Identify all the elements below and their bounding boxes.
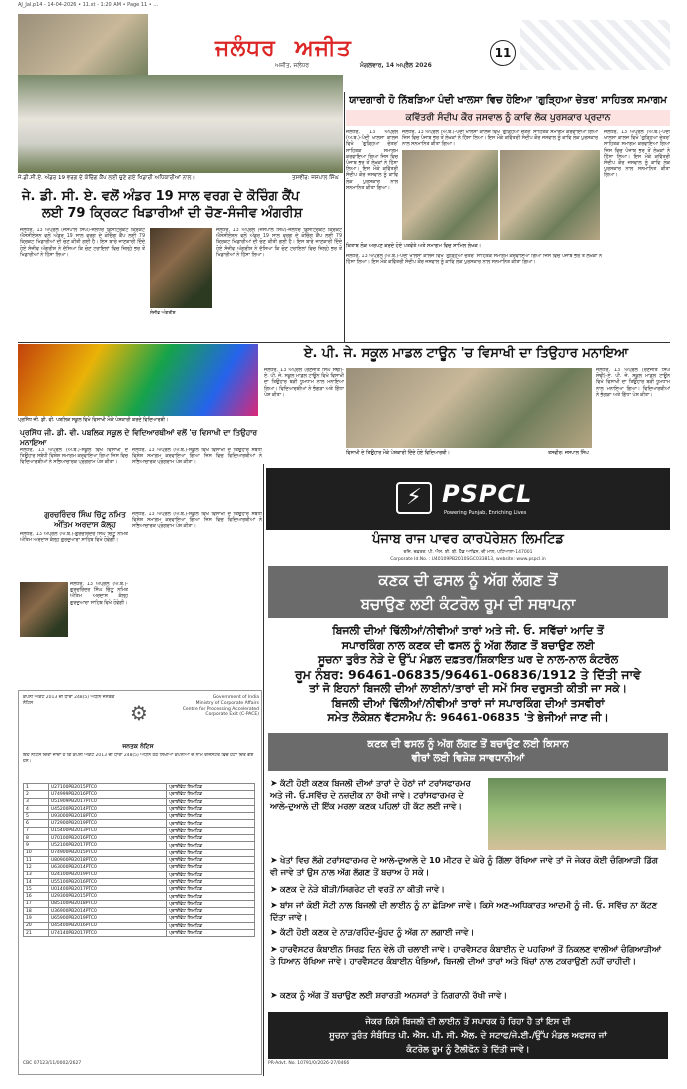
table-row: [24, 798, 255, 805]
table-cell: U74999PB2016PTC0: [48, 791, 166, 798]
table-cell: U45200PB2014PTC0: [48, 805, 166, 812]
table-cell: U93000PB2018PTC0: [48, 813, 166, 820]
table-cell: ਪ੍ਰਾਈਵੇਟ ਲਿਮਟਿਡ: [167, 929, 255, 936]
table-row: [24, 900, 255, 907]
pspcl-body-line6: ਬਿਜਲੀ ਦੀਆਂ ਢਿੱਲੀਆਂ/ਨੀਵੀਆਂ ਤਾਰਾਂ ਜਾਂ ਸਪਾਰਕਿੰਗ ਦੀਆਂ ਤਸਵੀਰਾਂ: [331, 696, 605, 710]
lightning-icon: ⚡: [396, 482, 432, 514]
table-cell: 4: [24, 805, 49, 812]
table-row: [24, 886, 255, 893]
table-row: [24, 805, 255, 812]
notice-intro: ਇਹ ਨੋਟਿਸ ਦਿੱਤਾ ਜਾਂਦਾ ਹੈ ਕਿ ਕੰਪਨੀ ਐਕਟ 2013 ਦੀ ਧਾਰਾ 248(5) ਅਧੀਨ ਹੇਠ ਲਿਖੀਆਂ ਕੰਪਨੀਆਂ ਦੇ ਨਾਮ ਰਜਿਸਟਰ ਵਿਚੋਂ ਹਟਾ ਦਿੱਤੇ ਗਏ ਹਨ।: [23, 753, 254, 764]
table-row: [24, 835, 255, 842]
table-row: [24, 915, 255, 922]
sahitik-body-col4: ਜਲੰਧਰ, 13 ਅਪ੍ਰੈਲ (ਅ.ਬ.)-ਪੰਦੀ ਖਾਲਸਾ ਕਾਲਜ ਵਿਖੇ 'ਗੁੜ੍ਹਿਆ ਚੇਤਰ' ਸਾਹਿਤਕ ਸਮਾਗਮ ਕਰਵਾਇਆ ਗਿਆ ਜਿਸ ਵਿਚ ਪੰਜਾਬ ਭਰ ਤੋਂ ਲੇਖਕਾਂ ਨੇ ਹਿੱਸਾ ਲਿਆ। ਇਸ ਮੌਕੇ ਕਵਿੱਤਰੀ ਸੰਦੀਪ ਕੌਰ ਜਸਵਾਲ ਨੂੰ ਕਾਵਿ ਲੋਕ ਪੁਰਸਕਾਰ ਨਾਲ ਸਨਮਾਨਿਤ ਕੀਤਾ ਗਿਆ।: [346, 254, 602, 266]
table-cell: ਪ੍ਰਾਈਵੇਟ ਲਿਮਟਿਡ: [167, 827, 255, 834]
table-cell: U24100PB2019PTC0: [48, 871, 166, 878]
bullet-arrow-icon: ➤: [270, 901, 278, 911]
table-cell: 3: [24, 798, 49, 805]
table-row: [24, 922, 255, 929]
table-row: [24, 864, 255, 871]
pspcl-brand: PSPCL: [442, 480, 533, 508]
table-cell: 17: [24, 900, 49, 907]
table-cell: ਪ੍ਰਾਈਵੇਟ ਲਿਮਟਿਡ: [167, 791, 255, 798]
tip-4: [270, 900, 666, 923]
pspcl-sub-banner-line1: ਕਣਕ ਦੀ ਫਸਲ ਨੂੰ ਅੱਗ ਲੱਗਣ ਤੋਂ ਬਚਾਉਣ ਲਈ ਕਿਸਾਨ: [367, 739, 569, 750]
bullet-arrow-icon: ➤: [270, 779, 278, 789]
table-cell: ਪ੍ਰਾਈਵੇਟ ਲਿਮਟਿਡ: [167, 871, 255, 878]
table-cell: U63000PB2014PTC0: [48, 864, 166, 871]
pspcl-body-line2: ਸਪਾਰਕਿੰਗ ਨਾਲ ਕਣਕ ਦੀ ਫਸਲ ਨੂੰ ਅੱਗ ਲੱਗਣ ਤੋਂ ਬਚਾਉਣ ਲਈ: [341, 638, 595, 652]
table-cell: 1: [24, 784, 49, 791]
pspcl-body-line3: ਸੂਚਨਾ ਤੁਰੰਤ ਨੇੜੇ ਦੇ ਉੱਪ ਮੰਡਲ ਦਫ਼ਤਰ/ਸ਼ਿਕਾਇਤ ਘਰ ਦੇ ਨਾਲ-ਨਾਲ ਕੰਟਰੋਲ: [317, 653, 619, 666]
pspcl-name: ਪੰਜਾਬ ਰਾਜ ਪਾਵਰ ਕਾਰਪੋਰੇਸ਼ਨ ਲਿਮਟਿਡ: [372, 532, 564, 547]
table-row: [24, 878, 255, 885]
row-rule: [18, 342, 670, 343]
tip-6: [270, 944, 666, 967]
column-rule: [263, 464, 264, 1076]
table-row: [24, 842, 255, 849]
sahitik-subhead-band: [346, 110, 670, 126]
cricket-photo-credit: ਤਸਵੀਰ: ਜਸਪਾਲ ਸਿੰਘ: [292, 175, 339, 181]
table-cell: U70100PB2016PTC0: [48, 835, 166, 842]
table-cell: ਪ੍ਰਾਈਵੇਟ ਲਿਮਟਿਡ: [167, 886, 255, 893]
tip-1: [270, 778, 480, 812]
table-cell: U52100PB2017PTC0: [48, 842, 166, 849]
sahitik-photo-1: [402, 150, 498, 240]
bullet-arrow-icon: ➤: [270, 991, 278, 1001]
cricket-headline-line2: ਲਈ 79 ਕ੍ਰਿਕਟ ਖਿਡਾਰੀਆਂ ਦੀ ਚੋਣ-ਸੰਜੀਵ ਅੰਗਰੀਸ਼: [42, 206, 303, 221]
tip-5: [270, 927, 666, 939]
table-cell: U74140PB2017PTC0: [48, 929, 166, 936]
notice-table: [23, 783, 255, 937]
table-cell: 18: [24, 908, 49, 915]
misc-body-col: ਜਲੰਧਰ, 13 ਅਪ੍ਰੈਲ (ਅ.ਬ.)-ਸਕੂਲ ਵਿਖੇ ਵਿਸਾਖੀ ਦੇ ਤਿਉਹਾਰ ਸਬੰਧੀ ਵਿਸ਼ੇਸ਼ ਸਮਾਗਮ ਕਰਵਾਇਆ ਗਿਆ ਜਿਸ ਵਿਚ ਵਿਦਿਆਰਥੀਆਂ ਨੇ ਸਭਿਆਚਾਰਕ ਪ੍ਰੋਗਰਾਮ ਪੇਸ਼ ਕੀਤਾ।: [132, 512, 262, 530]
bhangra-caption: ਪ੍ਰਸਿੱਧ ਜੀ. ਡੀ. ਵੀ. ਪਬਲਿਕ ਸਕੂਲ ਵਿਖੇ ਵਿਸਾਖੀ ਮੌਕੇ ਪੇਸ਼ਕਾਰੀ ਕਰਦੇ ਵਿਦਿਆਰਥੀ।: [18, 418, 169, 423]
apj-body-col2: ਜਲੰਧਰ, 13 ਅਪ੍ਰੈਲ (ਰਣਜੀਤ ਸਿੰਘ ਸੋਢੀ)-ਏ. ਪੀ. ਜੇ. ਸਕੂਲ ਮਾਡਲ ਟਾਊਨ ਵਿਖੇ ਵਿਸਾਖੀ ਦਾ ਤਿਉਹਾਰ ਬੜੀ ਧੂਮਧਾਮ ਨਾਲ ਮਨਾਇਆ ਗਿਆ। ਵਿਦਿਆਰਥੀਆਂ ਨੇ ਭੰਗੜਾ ਅਤੇ ਗਿੱਧਾ ਪੇਸ਼ ਕੀਤਾ।: [596, 368, 670, 398]
notice-header-left: ਕੰਪਨੀ ਐਕਟ 2013 ਦੀ ਧਾਰਾ 248(5) ਅਧੀਨ ਜਨਤਕ ਨੋਟਿਸ: [23, 695, 115, 706]
table-cell: 20: [24, 922, 49, 929]
table-cell: 7: [24, 827, 49, 834]
table-cell: U15400PB2013PTC0: [48, 827, 166, 834]
bhangra-body-col2: ਜਲੰਧਰ, 13 ਅਪ੍ਰੈਲ (ਅ.ਬ.)-ਸਕੂਲ ਵਿਖੇ ਵਿਸਾਖੀ ਦੇ ਤਿਉਹਾਰ ਸਬੰਧੀ ਵਿਸ਼ੇਸ਼ ਸਮਾਗਮ ਕਰਵਾਇਆ ਗਿਆ ਜਿਸ ਵਿਚ ਵਿਦਿਆਰਥੀਆਂ ਨੇ ਸਭਿਆਚਾਰਕ ਪ੍ਰੋਗਰਾਮ ਪੇਸ਼ ਕੀਤਾ।: [132, 448, 262, 466]
pspcl-banner-line2: ਬਚਾਉਣ ਲਈ ਕੰਟਰੋਲ ਰੂਮ ਦੀ ਸਥਾਪਨਾ: [360, 595, 576, 613]
table-cell: ਪ੍ਰਾਈਵੇਟ ਲਿਮਟਿਡ: [167, 915, 255, 922]
pspcl-body-line5: ਤਾਂ ਜੋ ਇਹਨਾਂ ਬਿਜਲੀ ਦੀਆਂ ਲਾਈਨਾਂ/ਤਾਰਾਂ ਦੀ ਸਮੇਂ ਸਿਰ ਦਰੁਸਤੀ ਕੀਤੀ ਜਾ ਸਕੇ।: [309, 682, 627, 695]
bullet-arrow-icon: ➤: [270, 928, 278, 938]
bhangra-headline: ਪ੍ਰਸਿੱਧ ਜੀ. ਡੀ. ਵੀ. ਪਬਲਿਕ ਸਕੂਲ ਦੇ ਵਿਦਿਆਰਥੀਆਂ ਵਲੋਂ 'ਚ ਵਿਸਾਖੀ ਦਾ ਤਿਉਹਾਰ ਮਨਾਇਆ: [20, 428, 258, 447]
table-row: [24, 849, 255, 856]
table-cell: U51909PB2017PTC0: [48, 798, 166, 805]
table-cell: 11: [24, 856, 49, 863]
masthead-sub: ਅਜੀਤ, ਜਲੰਧਰ: [275, 62, 310, 69]
wheat-field-transformer-photo: [488, 778, 666, 850]
cricket-body-col2: ਜਲੰਧਰ, 13 ਅਪ੍ਰੈਲ (ਜਸਪਾਲ ਸਿੰਘ)-ਜਲੰਧਰ ਡਿਸਟ੍ਰਿਕਟ ਕ੍ਰਿਕਟ ਐਸੋਸੀਏਸ਼ਨ ਵਲੋਂ ਅੰਡਰ 19 ਸਾਲ ਵਰਗ ਦੇ ਕੋਚਿੰਗ ਕੈਂਪ ਲਈ 79 ਕ੍ਰਿਕਟ ਖਿਡਾਰੀਆਂ ਦੀ ਚੋਣ ਕੀਤੀ ਗਈ ਹੈ। ਇਸ ਬਾਰੇ ਜਾਣਕਾਰੀ ਦਿੰਦੇ ਹੋਏ ਸੰਜੀਵ ਅੰਗਰੀਸ਼ ਨੇ ਦੱਸਿਆ ਕਿ ਚੋਣ ਟਰਾਇਲਾਂ ਵਿਚ ਜ਼ਿਲ੍ਹੇ ਭਰ ਤੋਂ ਖਿਡਾਰੀਆਂ ਨੇ ਹਿੱਸਾ ਲਿਆ।: [216, 228, 342, 258]
tip-text: ਹਾਰਵੈਸਟਰ ਕੰਬਾਈਨ ਸਿਰਫ਼ ਦਿਨ ਵੇਲੇ ਹੀ ਚਲਾਈ ਜਾਵੇ। ਹਾਰਵੈਸਟਰ ਕੰਬਾਈਨ ਦੇ ਪਹਰਿਆਂ ਤੋਂ ਨਿਕਲਣ ਵਾਲੀਆਂ ਚੰਗਿਆੜੀਆਂ ਤੇ ਧਿਆਨ ਰੱਖਿਆ ਜਾਵੇ। ਹਾਰਵੈਸਟਰ ਕੰਬਾਈਨ ਖੰਭਿਆਂ, ਬਿਜਲੀ ਦੀਆਂ ਤਾਰਾਂ ਅਤੇ ਖਿੱਚਾਂ ਨਾਲ ਟਕਰਾਉਣੀ ਨਹੀਂ ਚਾਹੀਦੀ।: [270, 944, 661, 966]
cricket-photo-caption: ਜੇ.ਡੀ.ਸੀ.ਏ. ਅੰਡਰ 19 ਵਰਗ ਦੇ ਕੋਚਿੰਗ ਕੈਂਪ ਲਈ ਚੁਣੇ ਗਏ ਖਿਡਾਰੀ ਅਧਿਕਾਰੀਆਂ ਨਾਲ।: [18, 175, 196, 181]
cricket-headline: [22, 188, 342, 222]
bullet-arrow-icon: ➤: [270, 945, 278, 955]
cricket-headline-line1: ਜੇ. ਡੀ. ਸੀ. ਏ. ਵਲੋਂ ਅੰਡਰ 19 ਸਾਲ ਵਰਗ ਦੇ ਕੋਚਿੰਗ ਕੈਂਪ: [22, 189, 300, 204]
table-row: [24, 856, 255, 863]
notice-header-right: Government of India Ministry of Corporate Affairs Centre for Processing Accelerated Corporate Exit (C-PACE): [182, 695, 259, 718]
table-cell: U85100PB2018PTC0: [48, 900, 166, 907]
obit-headline: [30, 510, 140, 530]
pspcl-ad-ref: PR-Advt. No. 10791/0/2026-27/0466: [268, 1061, 350, 1066]
table-row: [24, 893, 255, 900]
masthead-date: ਮੰਗਲਵਾਰ, 14 ਅਪ੍ਰੈਲ 2026: [360, 62, 432, 69]
apj-photo: [346, 368, 592, 448]
obit-body-col2: ਜਲੰਧਰ, 13 ਅਪ੍ਰੈਲ (ਅ.ਬ.)-ਗੁਰਚਰਿੰਦਰ ਸਿੰਘ ਚਿੱਟੂ ਨਮਿਤ ਅੰਤਿਮ ਅਰਦਾਸ ਕੱਲ੍ਹ ਗੁਰਦੁਆਰਾ ਸਾਹਿਬ ਵਿਖੇ ਹੋਵੇਗੀ।: [70, 582, 128, 606]
cricket-body-col1: ਜਲੰਧਰ, 13 ਅਪ੍ਰੈਲ (ਜਸਪਾਲ ਸਿੰਘ)-ਜਲੰਧਰ ਡਿਸਟ੍ਰਿਕਟ ਕ੍ਰਿਕਟ ਐਸੋਸੀਏਸ਼ਨ ਵਲੋਂ ਅੰਡਰ 19 ਸਾਲ ਵਰਗ ਦੇ ਕੋਚਿੰਗ ਕੈਂਪ ਲਈ 79 ਕ੍ਰਿਕਟ ਖਿਡਾਰੀਆਂ ਦੀ ਚੋਣ ਕੀਤੀ ਗਈ ਹੈ। ਇਸ ਬਾਰੇ ਜਾਣਕਾਰੀ ਦਿੰਦੇ ਹੋਏ ਸੰਜੀਵ ਅੰਗਰੀਸ਼ ਨੇ ਦੱਸਿਆ ਕਿ ਚੋਣ ਟਰਾਇਲਾਂ ਵਿਚ ਜ਼ਿਲ੍ਹੇ ਭਰ ਤੋਂ ਖਿਡਾਰੀਆਂ ਨੇ ਹਿੱਸਾ ਲਿਆ।: [20, 228, 145, 258]
masthead-logo: [215, 36, 352, 61]
pspcl-corp-id: Corporate Id.No. : U40109PB2010SGC033813, website: www.pspcl.in: [390, 557, 546, 562]
table-cell: 15: [24, 886, 49, 893]
table-cell: ਪ੍ਰਾਈਵੇਟ ਲਿਮਟਿਡ: [167, 878, 255, 885]
pspcl-logo-band: [266, 468, 670, 530]
pspcl-footer-line2: ਸੂਚਨਾ ਤੁਰੰਤ ਸੰਬੰਧਿਤ ਪੀ. ਐਸ. ਪੀ. ਸੀ. ਐਲ. ਦੇ ਸਟਾਫ/ਜੇ.ਈ./ਉੱਪ ਮੰਡਲ ਅਫਸਰ ਜਾਂ: [329, 1031, 607, 1041]
table-cell: ਪ੍ਰਾਈਵੇਟ ਲਿਮਟਿਡ: [167, 842, 255, 849]
obit-body-col1: ਜਲੰਧਰ, 13 ਅਪ੍ਰੈਲ (ਅ.ਬ.)-ਗੁਰਚਰਿੰਦਰ ਸਿੰਘ ਚਿੱਟੂ ਨਮਿਤ ਅੰਤਿਮ ਅਰਦਾਸ ਕੱਲ੍ਹ ਗੁਰਦੁਆਰਾ ਸਾਹਿਬ ਵਿਖੇ ਹੋਵੇਗੀ।: [20, 532, 128, 544]
tip-text: ਕੱਟੀ ਹੋਈ ਕਣਕ ਬਿਜਲੀ ਦੀਆਂ ਤਾਰਾਂ ਦੇ ਹੇਠਾਂ ਜਾਂ ਟਰਾਂਸਫਾਰਮਰ ਅਤੇ ਜੀ. ਓ.ਸਵਿੱਚ ਦੇ ਨਜ਼ਦੀਕ ਨਾ ਰੱਖੀ ਜਾਵੇ। ਟਰਾਂਸਫਾਰਮਰ ਦੇ ਆਲੇ-ਦੁਆਲੇ ਦੀ ਇੱਕ ਮਰਲਾ ਕਣਕ ਪਹਿਲਾਂ ਹੀ ਕੱਟ ਲਈ ਜਾਵੇ।: [270, 778, 471, 811]
apj-photo-credit: ਤਸਵੀਰ: ਜਸਪਾਲ ਸਿੰਘ: [548, 451, 589, 456]
notice-title: ਜਨਤਕ ਨੋਟਿਸ: [122, 743, 154, 750]
table-cell: 5: [24, 813, 49, 820]
apj-body-col1: ਜਲੰਧਰ, 13 ਅਪ੍ਰੈਲ (ਰਣਜੀਤ ਸਿੰਘ ਸੋਢੀ)-ਏ. ਪੀ. ਜੇ. ਸਕੂਲ ਮਾਡਲ ਟਾਊਨ ਵਿਖੇ ਵਿਸਾਖੀ ਦਾ ਤਿਉਹਾਰ ਬੜੀ ਧੂਮਧਾਮ ਨਾਲ ਮਨਾਇਆ ਗਿਆ। ਵਿਦਿਆਰਥੀਆਂ ਨੇ ਭੰਗੜਾ ਅਤੇ ਗਿੱਧਾ ਪੇਸ਼ ਕੀਤਾ।: [264, 368, 344, 398]
obit-headline-line2: ਅੰਤਿਮ ਅਰਦਾਸ ਕੱਲ੍ਹ: [54, 520, 116, 529]
table-cell: U72900PB2019PTC0: [48, 820, 166, 827]
table-cell: ਪ੍ਰਾਈਵੇਟ ਲਿਮਟਿਡ: [167, 784, 255, 791]
table-row: [24, 929, 255, 936]
sahitik-subheadline: ਕਵਿੱਤਰੀ ਸੰਦੀਪ ਕੌਰ ਜਸਵਾਲ ਨੂੰ ਕਾਵਿ ਲੋਕ ਪੁਰਸਕਾਰ ਪ੍ਰਦਾਨ: [405, 113, 611, 123]
sahitik-body-col1: ਜਲੰਧਰ, 13 ਅਪ੍ਰੈਲ (ਅ.ਬ.)-ਪੰਦੀ ਖਾਲਸਾ ਕਾਲਜ ਵਿਖੇ 'ਗੁੜ੍ਹਿਆ ਚੇਤਰ' ਸਾਹਿਤਕ ਸਮਾਗਮ ਕਰਵਾਇਆ ਗਿਆ ਜਿਸ ਵਿਚ ਪੰਜਾਬ ਭਰ ਤੋਂ ਲੇਖਕਾਂ ਨੇ ਹਿੱਸਾ ਲਿਆ। ਇਸ ਮੌਕੇ ਕਵਿੱਤਰੀ ਸੰਦੀਪ ਕੌਰ ਜਸਵਾਲ ਨੂੰ ਕਾਵਿ ਲੋਕ ਪੁਰਸਕਾਰ ਨਾਲ ਸਨਮਾਨਿਤ ਕੀਤਾ ਗਿਆ।: [346, 130, 398, 191]
masthead-title-left: ਜਲੰਧਰ: [215, 36, 276, 61]
notice-footer: CBC 07123/11/0002/2627: [23, 1061, 82, 1066]
table-row: [24, 813, 255, 820]
govt-notice: [18, 690, 262, 1075]
table-row: [24, 827, 255, 834]
table-row: [24, 908, 255, 915]
pspcl-footer-line1: ਜੇਕਰ ਕਿਸੇ ਬਿਜਲੀ ਦੀ ਲਾਈਨ ਤੋਂ ਸਪਾਰਕ ਹੋ ਰਿਹਾ ਹੈ ਤਾਂ ਇਸ ਦੀ: [365, 1017, 571, 1027]
table-cell: U29300PB2015PTC0: [48, 893, 166, 900]
table-cell: ਪ੍ਰਾਈਵੇਟ ਲਿਮਟਿਡ: [167, 900, 255, 907]
bhangra-photo: [18, 344, 258, 416]
sahitik-photo-caption: ਕਿਤਾਬ ਲੋਕ ਅਰਪਣ ਕਰਦੇ ਹੋਏ ਪਤਵੰਤੇ ਅਤੇ ਸਮਾਗਮ ਵਿਚ ਸ਼ਾਮਿਲ ਲੇਖਕ।: [346, 243, 482, 249]
table-cell: 14: [24, 878, 49, 885]
table-cell: 6: [24, 820, 49, 827]
pspcl-tagline: Powering Punjab, Enriching Lives: [444, 510, 527, 516]
table-cell: ਪ੍ਰਾਈਵੇਟ ਲਿਮਟਿਡ: [167, 922, 255, 929]
cricket-team-photo: [18, 75, 343, 173]
obit-headline-line1: ਗੁਰਚਰਿੰਦਰ ਸਿੰਘ ਚਿੱਟੂ ਨਮਿਤ: [44, 510, 126, 519]
pspcl-banner: [268, 566, 668, 618]
tip-2: [270, 855, 666, 878]
decorative-pattern: [520, 20, 670, 70]
table-cell: U55100PB2016PTC0: [48, 878, 166, 885]
bullet-arrow-icon: ➤: [270, 885, 278, 895]
notice-table-wrap: [23, 783, 255, 937]
table-cell: 21: [24, 929, 49, 936]
table-cell: ਪ੍ਰਾਈਵੇਟ ਲਿਮਟਿਡ: [167, 908, 255, 915]
table-cell: 10: [24, 849, 49, 856]
pspcl-body-line7: ਸਮੇਤ ਲੋਕੇਸ਼ਨ ਵੱਟਸਐਪ ਨੰ: 96461-06835 'ਤੇ ਭੇਜੀਆਂ ਜਾਣ ਜੀ।: [327, 711, 609, 724]
table-cell: U74900PB2015PTC0: [48, 849, 166, 856]
table-cell: ਪ੍ਰਾਈਵੇਟ ਲਿਮਟਿਡ: [167, 864, 255, 871]
pspcl-footer-line3: ਕੰਟਰੋਲ ਰੂਮ ਨੂੰ ਟੈਲੀਫੋਨ ਤੇ ਦਿੱਤੀ ਜਾਵੇ।: [406, 1045, 530, 1055]
bullet-arrow-icon: ➤: [270, 856, 278, 866]
emblem-icon: ⚙: [130, 701, 148, 725]
apj-photo-caption: ਵਿਸਾਖੀ ਦੇ ਤਿਉਹਾਰ ਮੌਕੇ ਪੇਸ਼ਕਾਰੀ ਦਿੰਦੇ ਹੋਏ ਵਿਦਿਆਰਥੀ।: [346, 451, 450, 456]
table-cell: 16: [24, 893, 49, 900]
sahitik-headline: ਯਾਦਗਾਰੀ ਹੋ ਨਿੱਬੜਿਆ ਪੰਦੀ ਖਾਲਸਾ ਵਿਚ ਹੋਇਆ 'ਗੁੜ੍ਹਿਆ ਚੇਤਰ' ਸਾਹਿਤਕ ਸਮਾਗਮ: [349, 95, 667, 106]
sahitik-body-col3: ਜਲੰਧਰ, 13 ਅਪ੍ਰੈਲ (ਅ.ਬ.)-ਪੰਦੀ ਖਾਲਸਾ ਕਾਲਜ ਵਿਖੇ 'ਗੁੜ੍ਹਿਆ ਚੇਤਰ' ਸਾਹਿਤਕ ਸਮਾਗਮ ਕਰਵਾਇਆ ਗਿਆ ਜਿਸ ਵਿਚ ਪੰਜਾਬ ਭਰ ਤੋਂ ਲੇਖਕਾਂ ਨੇ ਹਿੱਸਾ ਲਿਆ। ਇਸ ਮੌਕੇ ਕਵਿੱਤਰੀ ਸੰਦੀਪ ਕੌਰ ਜਸਵਾਲ ਨੂੰ ਕਾਵਿ ਲੋਕ ਪੁਰਸਕਾਰ ਨਾਲ ਸਨਮਾਨਿਤ ਕੀਤਾ ਗਿਆ।: [604, 130, 670, 179]
table-row: [24, 871, 255, 878]
print-slug: AJ_Jal.p14 - 14-04-2026 • 11.xt - 1:20 AM • Page 11 • ...: [18, 2, 159, 8]
pspcl-body-line4: ਰੂਮ ਨੰਬਰ: 96461-06835/96461-06836/1912 ਤੇ ਦਿੱਤੀ ਜਾਵੇ: [295, 666, 641, 682]
obit-portrait: [20, 582, 68, 637]
sahitik-body-col2: ਜਲੰਧਰ, 13 ਅਪ੍ਰੈਲ (ਅ.ਬ.)-ਪੰਦੀ ਖਾਲਸਾ ਕਾਲਜ ਵਿਖੇ 'ਗੁੜ੍ਹਿਆ ਚੇਤਰ' ਸਾਹਿਤਕ ਸਮਾਗਮ ਕਰਵਾਇਆ ਗਿਆ ਜਿਸ ਵਿਚ ਪੰਜਾਬ ਭਰ ਤੋਂ ਲੇਖਕਾਂ ਨੇ ਹਿੱਸਾ ਲਿਆ। ਇਸ ਮੌਕੇ ਕਵਿੱਤਰੀ ਸੰਦੀਪ ਕੌਰ ਜਸਵਾਲ ਨੂੰ ਕਾਵਿ ਲੋਕ ਪੁਰਸਕਾਰ ਨਾਲ ਸਨਮਾਨਿਤ ਕੀਤਾ ਗਿਆ।: [402, 130, 598, 148]
portrait-photo: [150, 228, 212, 308]
pspcl-banner-line1: ਕਣਕ ਦੀ ਫਸਲ ਨੂੰ ਅੱਗ ਲੱਗਣ ਤੋਂ: [378, 571, 558, 589]
tip-text: ਕਣਕ ਨੂੰ ਅੱਗ ਤੋਂ ਬਚਾਉਣ ਲਈ ਸ਼ਰਾਰਤੀ ਅਨਸਰਾਂ ਤੇ ਨਿਗਰਾਨੀ ਰੱਖੀ ਜਾਵੇ।: [280, 990, 507, 1000]
page-number: 11: [494, 46, 512, 60]
table-cell: 13: [24, 871, 49, 878]
table-cell: ਪ੍ਰਾਈਵੇਟ ਲਿਮਟਿਡ: [167, 820, 255, 827]
table-cell: 12: [24, 864, 49, 871]
table-cell: ਪ੍ਰਾਈਵੇਟ ਲਿਮਟਿਡ: [167, 856, 255, 863]
portrait-caption: ਸੰਜੀਵ ਅੰਗਰੀਸ਼: [150, 311, 176, 316]
table-cell: 2: [24, 791, 49, 798]
column-rule: [344, 92, 345, 342]
table-cell: 8: [24, 835, 49, 842]
table-cell: ਪ੍ਰਾਈਵੇਟ ਲਿਮਟਿਡ: [167, 813, 255, 820]
tip-text: ਬਾਂਸ ਜਾਂ ਕੋਈ ਸੋਟੀ ਨਾਲ ਬਿਜਲੀ ਦੀ ਲਾਈਨ ਨੂੰ ਨਾ ਛੇੜਿਆ ਜਾਵੇ। ਕਿਸੇ ਅਣ-ਅਧਿਕਾਰਤ ਆਦਮੀ ਨੂੰ ਜੀ. ਓ. ਸਵਿੱਚ ਨਾ ਕੱਟਣ ਦਿੱਤਾ ਜਾਵੇ।: [270, 900, 658, 922]
table-row: [24, 791, 255, 798]
table-cell: ਪ੍ਰਾਈਵੇਟ ਲਿਮਟਿਡ: [167, 893, 255, 900]
sahitik-photo-2: [500, 150, 600, 240]
table-cell: ਪ੍ਰਾਈਵੇਟ ਲਿਮਟਿਡ: [167, 849, 255, 856]
table-cell: ਪ੍ਰਾਈਵੇਟ ਲਿਮਟਿਡ: [167, 798, 255, 805]
table-cell: U01400PB2017PTC0: [48, 886, 166, 893]
tip-text: ਕੱਟੀ ਹੋਈ ਕਣਕ ਦੇ ਨਾੜ/ਰਹਿੰਦ-ਖੂੰਹਦ ਨੂੰ ਅੱਗ ਨਾ ਲਗਾਈ ਜਾਵੇ।: [280, 927, 475, 937]
page-number-badge: [490, 40, 516, 66]
table-row: [24, 820, 255, 827]
pspcl-sub-banner: [268, 733, 668, 771]
table-cell: U45400PB2016PTC0: [48, 922, 166, 929]
pspcl-sub-banner-line2: ਵੀਰਾਂ ਲਈ ਵਿਸ਼ੇਸ਼ ਸਾਵਧਾਨੀਆਂ: [411, 753, 525, 764]
table-cell: U36900PB2014PTC0: [48, 908, 166, 915]
table-cell: ਪ੍ਰਾਈਵੇਟ ਲਿਮਟਿਡ: [167, 805, 255, 812]
pspcl-address: ਰਜਿ. ਦਫ਼ਤਰ: ਪੀ. ਐਸ. ਈ. ਬੀ. ਹੈੱਡ ਆਫਿਸ, ਦੀ ਮਾਲ, ਪਟਿਆਲਾ-147001: [403, 550, 533, 555]
pspcl-body: [266, 624, 670, 726]
table-cell: U80900PB2018PTC0: [48, 856, 166, 863]
table-cell: U65900PB2019PTC0: [48, 915, 166, 922]
tip-7: [270, 990, 666, 1002]
bhangra-body-col1: ਜਲੰਧਰ, 13 ਅਪ੍ਰੈਲ (ਅ.ਬ.)-ਸਕੂਲ ਵਿਖੇ ਵਿਸਾਖੀ ਦੇ ਤਿਉਹਾਰ ਸਬੰਧੀ ਵਿਸ਼ੇਸ਼ ਸਮਾਗਮ ਕਰਵਾਇਆ ਗਿਆ ਜਿਸ ਵਿਚ ਵਿਦਿਆਰਥੀਆਂ ਨੇ ਸਭਿਆਚਾਰਕ ਪ੍ਰੋਗਰਾਮ ਪੇਸ਼ ਕੀਤਾ।: [20, 448, 128, 466]
pspcl-body-line1: ਬਿਜਲੀ ਦੀਆਂ ਢਿੱਲੀਆਂ/ਨੀਵੀਆਂ ਤਾਰਾਂ ਅਤੇ ਜੀ. ਓ. ਸਵਿੱਚਾਂ ਆਦਿ ਤੋਂ: [332, 624, 604, 637]
apj-headline: ਏ. ਪੀ. ਜੇ. ਸਕੂਲ ਮਾਡਲ ਟਾਊਨ 'ਚ ਵਿਸਾਖੀ ਦਾ ਤਿਉਹਾਰ ਮਨਾਇਆ: [303, 346, 629, 361]
table-cell: 19: [24, 915, 49, 922]
masthead-title-right: ਅਜੀਤ: [294, 36, 352, 61]
tip-text: ਖੇਤਾਂ ਵਿਚ ਲੱਗੇ ਟਰਾਂਸਫਾਰਮਰ ਦੇ ਆਲੇ-ਦੁਆਲੇ ਦੇ 10 ਮੀਟਰ ਦੇ ਘੇਰੇ ਨੂੰ ਗਿੱਲਾ ਰੱਖਿਆ ਜਾਵੇ ਤਾਂ ਜੋ ਜੇਕਰ ਕੋਈ ਚੰਗਿਆੜੀ ਡਿੱਗ ਵੀ ਜਾਵੇ ਤਾਂ ਉਸ ਨਾਲ ਅੱਗ ਲੱਗਣ ਤੋਂ ਬਚਾਅ ਹੋ ਸਕੇ।: [270, 855, 658, 877]
table-cell: ਪ੍ਰਾਈਵੇਟ ਲਿਮਟਿਡ: [167, 835, 255, 842]
pspcl-footer-band: [268, 1012, 668, 1059]
table-cell: 9: [24, 842, 49, 849]
table-row: [24, 784, 255, 791]
tip-text: ਕਣਕ ਦੇ ਨੇੜੇ ਬੀੜੀ/ਸਿਗਰੇਟ ਦੀ ਵਰਤੋਂ ਨਾ ਕੀਤੀ ਜਾਵੇ।: [280, 884, 445, 894]
table-cell: U27100PB2015PTC0: [48, 784, 166, 791]
tip-3: [270, 884, 666, 896]
